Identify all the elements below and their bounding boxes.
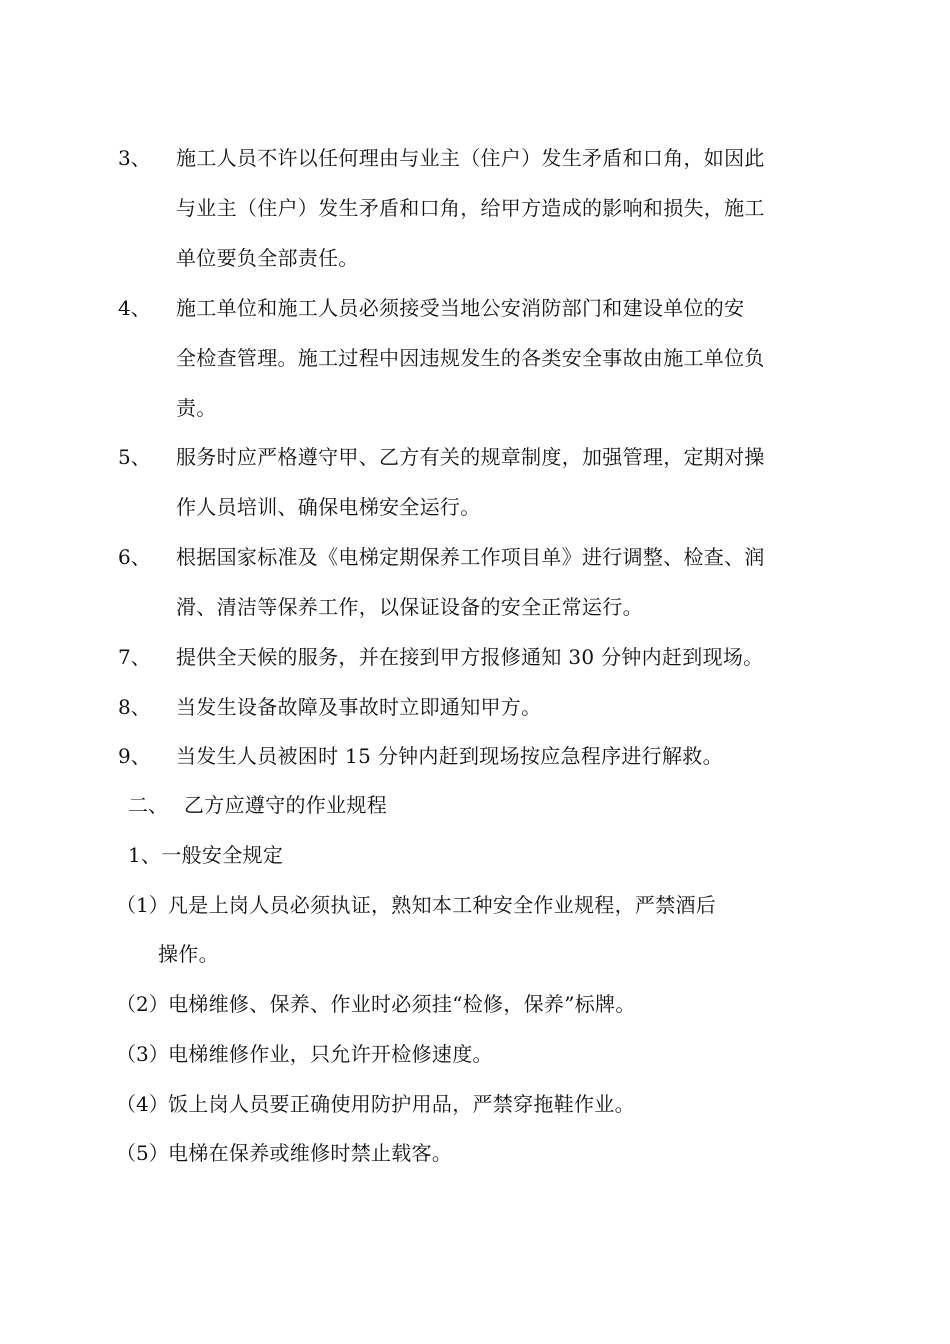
item-3-line-1: 施工人员不许以任何理由与业主（住户）发生矛盾和口角，如因此: [176, 146, 765, 170]
item-6-line-1: 根据国家标准及《电梯定期保养工作项目单》进行调整、检查、润: [176, 545, 765, 569]
item-8-line-1: 当发生设备故障及事故时立即通知甲方。: [176, 695, 542, 719]
item-4-number: 4、: [118, 296, 151, 320]
rule-5-label: （5）: [116, 1141, 169, 1165]
section-two-heading: 乙方应遵守的作业规程: [184, 793, 387, 817]
item-5-number: 5、: [118, 445, 151, 469]
item-9-line-1: 当发生人员被困时 15 分钟内赶到现场按应急程序进行解救。: [176, 744, 723, 768]
rule-1-line-1: 凡是上岗人员必须执证，熟知本工种安全作业规程，严禁酒后: [168, 893, 717, 917]
rule-2-line-1: 电梯维修、保养、作业时必须挂“检修，保养”标牌。: [168, 992, 636, 1016]
rule-4-label: （4）: [116, 1092, 169, 1116]
item-4-line-2: 全检查管理。施工过程中因违规发生的各类安全事故由施工单位负: [176, 346, 765, 370]
rule-1-label: （1）: [116, 893, 169, 917]
sub-heading: 1、一般安全规定: [128, 843, 284, 867]
rule-5-line-1: 电梯在保养或维修时禁止载客。: [168, 1141, 453, 1165]
item-7-number: 7、: [118, 645, 151, 669]
item-5-line-2: 作人员培训、确保电梯安全运行。: [176, 495, 481, 519]
rule-2-label: （2）: [116, 992, 169, 1016]
item-9-number: 9、: [118, 744, 151, 768]
item-3-number: 3、: [118, 146, 151, 170]
item-4-line-1: 施工单位和施工人员必须接受当地公安消防部门和建设单位的安: [176, 296, 745, 320]
item-5-line-1: 服务时应严格遵守甲、乙方有关的规章制度，加强管理，定期对操: [176, 445, 765, 469]
section-two-number: 二、: [128, 793, 168, 817]
item-8-number: 8、: [118, 695, 151, 719]
rule-3-line-1: 电梯维修作业，只允许开检修速度。: [168, 1042, 493, 1066]
item-3-line-3: 单位要负全部责任。: [176, 246, 359, 270]
item-7-line-1: 提供全天候的服务，并在接到甲方报修通知 30 分钟内赶到现场。: [176, 645, 764, 669]
rule-3-label: （3）: [116, 1042, 169, 1066]
item-6-line-2: 滑、清洁等保养工作，以保证设备的安全正常运行。: [176, 595, 643, 619]
item-3-line-2: 与业主（住户）发生矛盾和口角，给甲方造成的影响和损失，施工: [176, 196, 765, 220]
item-4-line-3: 责。: [176, 396, 217, 420]
rule-4-line-1: 饭上岗人员要正确使用防护用品，严禁穿拖鞋作业。: [168, 1092, 635, 1116]
rule-1-line-2: 操作。: [158, 942, 219, 966]
item-6-number: 6、: [118, 545, 151, 569]
